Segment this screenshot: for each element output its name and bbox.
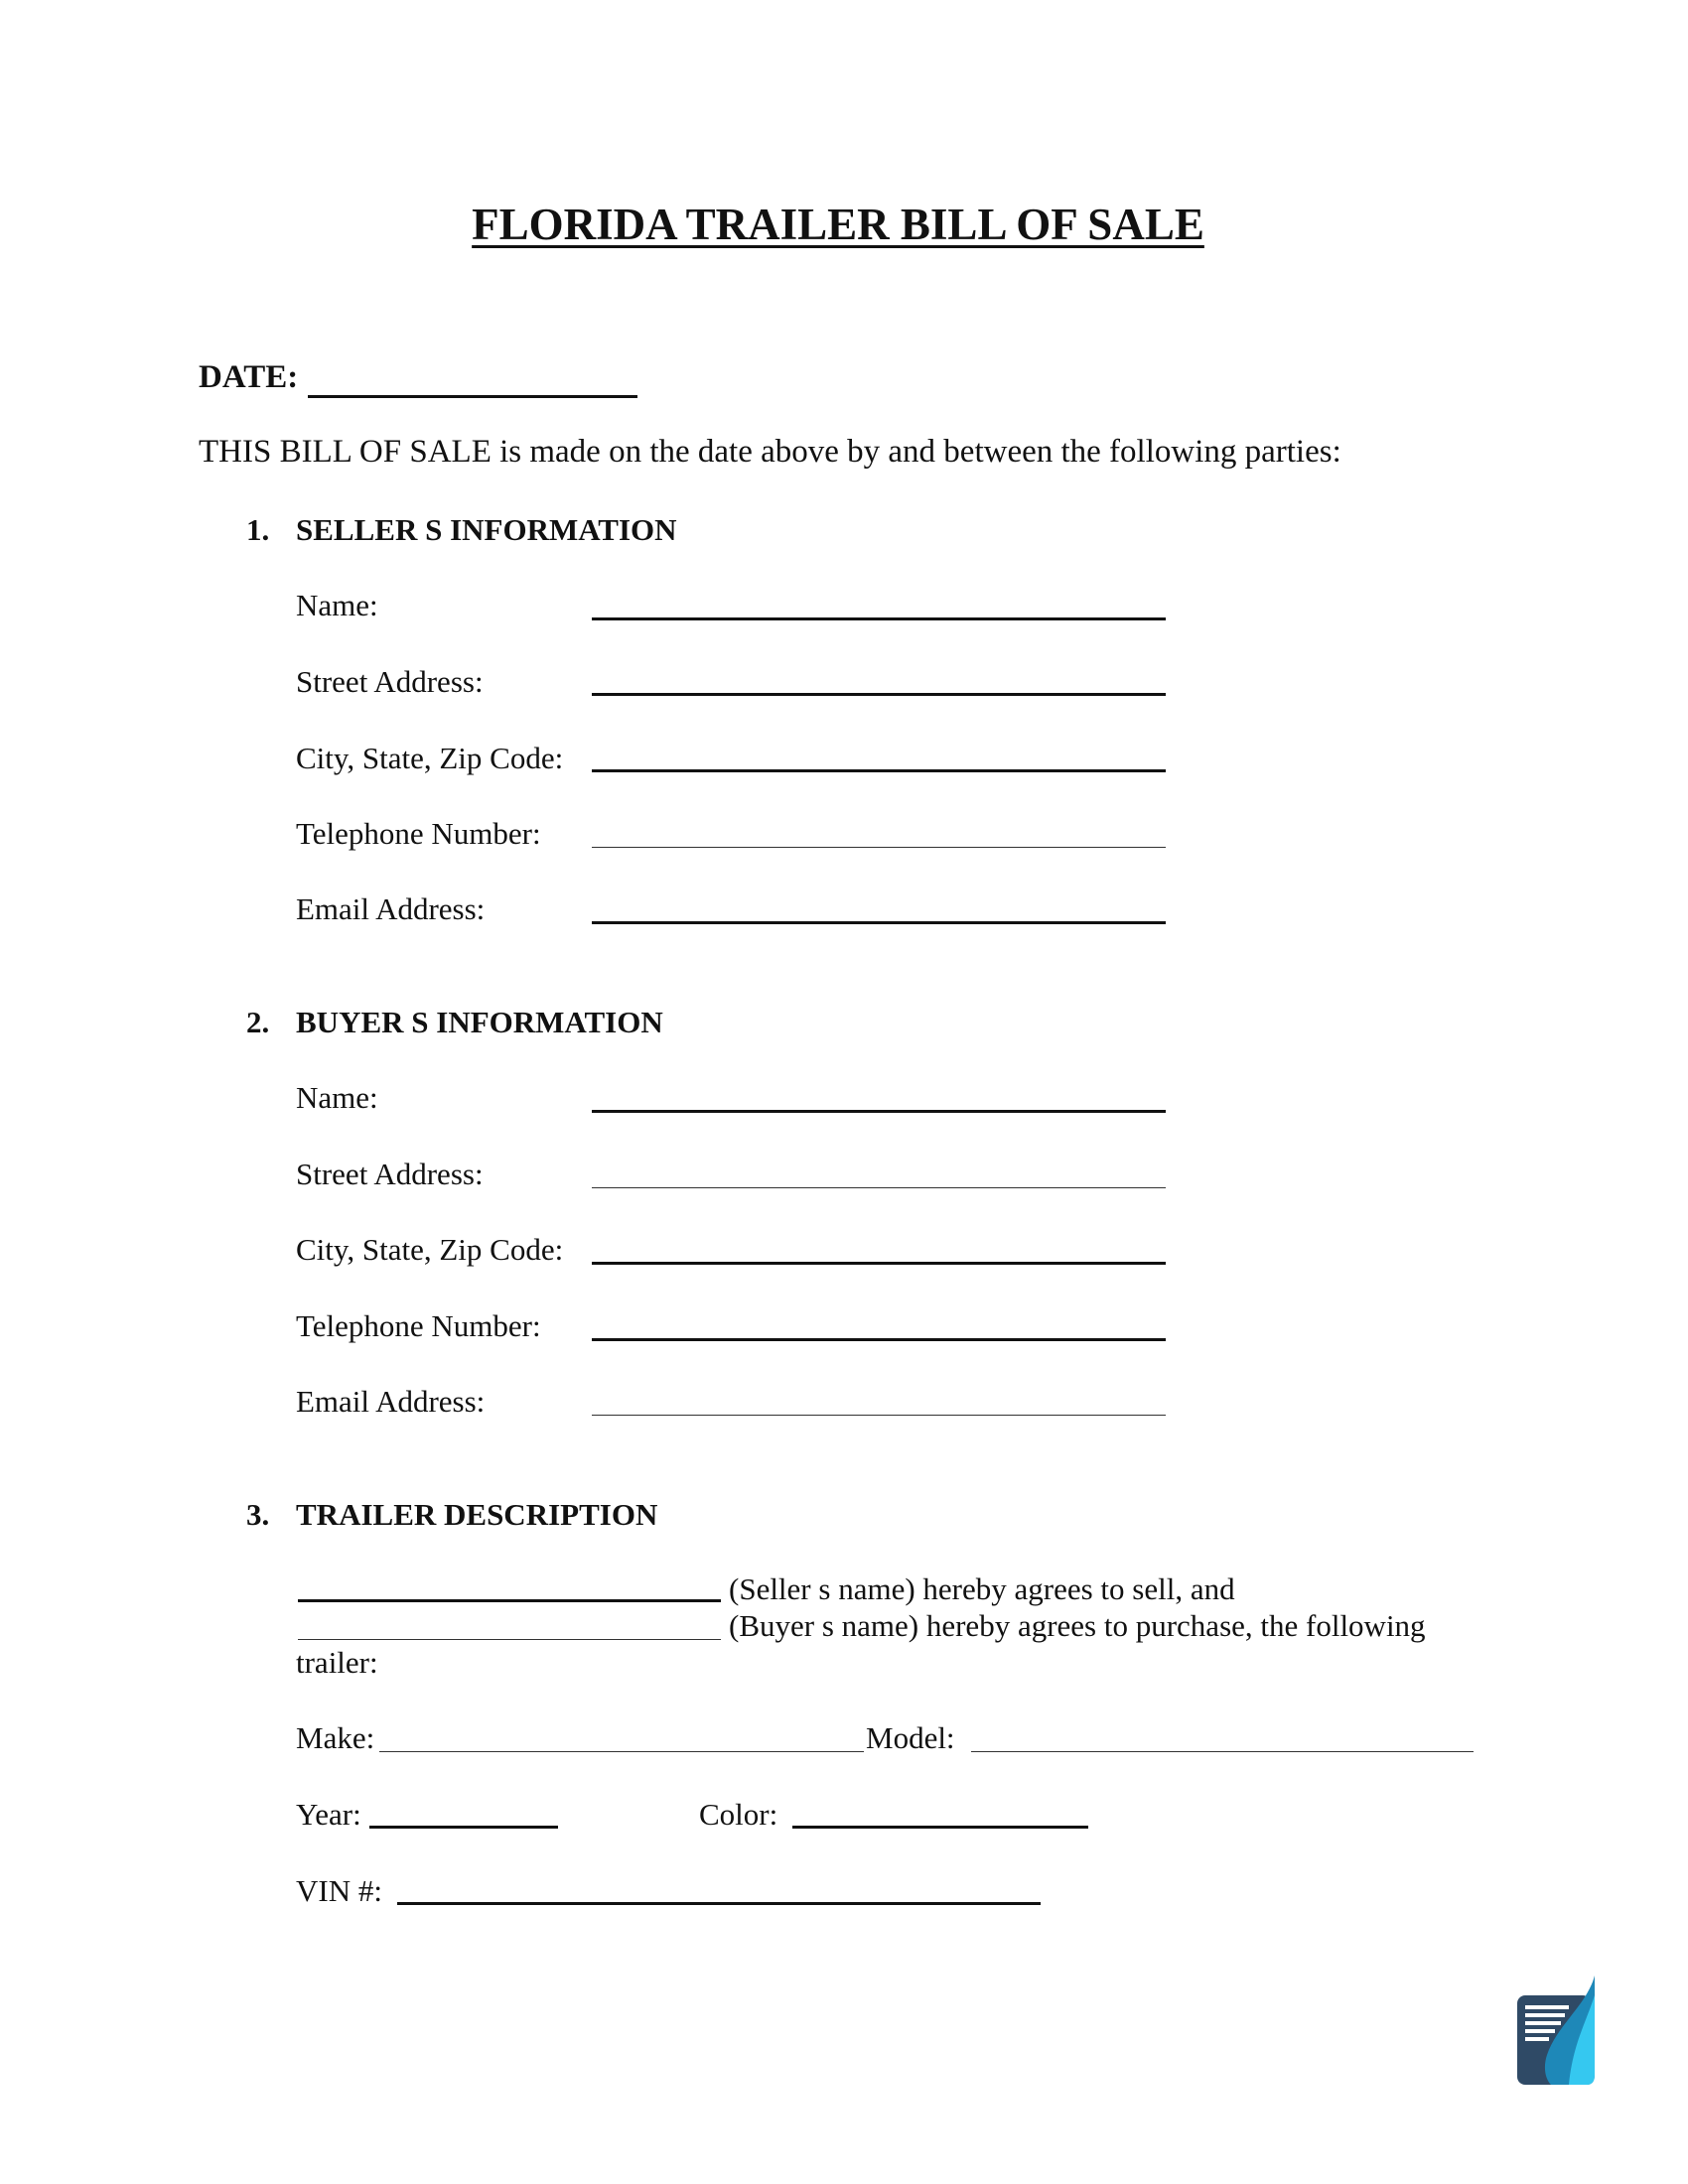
seller-phone-label: Telephone Number: [296,816,541,851]
seller-street-line[interactable] [592,693,1166,696]
document-title: FLORIDA TRAILER BILL OF SALE [472,200,1204,249]
vin-label: VIN #: [296,1873,382,1908]
buyer-section-heading: BUYER S INFORMATION [296,1005,663,1039]
seller-email-line[interactable] [592,921,1166,924]
buyer-city-label: City, State, Zip Code: [296,1232,564,1267]
buyer-city-line[interactable] [592,1262,1166,1265]
color-line[interactable] [792,1826,1088,1829]
year-label: Year: [296,1797,361,1832]
seller-name-label: Name: [296,588,378,622]
seller-section-heading: SELLER S INFORMATION [296,512,677,547]
trailer-continuation-text: trailer: [296,1645,378,1680]
buyer-email-label: Email Address: [296,1384,486,1419]
model-line[interactable] [971,1751,1474,1752]
make-label: Make: [296,1720,375,1755]
seller-section-number: 1. [246,512,270,547]
seller-phone-line[interactable] [592,847,1166,848]
date-label: DATE: [199,359,299,395]
buyer-email-line[interactable] [592,1415,1166,1416]
year-line[interactable] [369,1826,558,1829]
color-label: Color: [699,1797,778,1832]
buyer-street-line[interactable] [592,1187,1166,1188]
date-line[interactable] [308,395,637,398]
vin-line[interactable] [397,1902,1041,1905]
buyer-phone-line[interactable] [592,1338,1166,1341]
seller-city-line[interactable] [592,769,1166,772]
seller-street-label: Street Address: [296,664,484,699]
trailer-section-number: 3. [246,1497,270,1532]
buyer-street-label: Street Address: [296,1157,484,1191]
seller-name-blank-line[interactable] [298,1599,721,1602]
model-label: Model: [866,1720,955,1755]
seller-clause-text: (Seller s name) hereby agrees to sell, and [729,1571,1235,1606]
document-leaf-logo-icon [1517,1976,1597,2087]
trailer-section-heading: TRAILER DESCRIPTION [296,1497,658,1532]
seller-city-label: City, State, Zip Code: [296,741,564,775]
buyer-name-label: Name: [296,1080,378,1115]
seller-email-label: Email Address: [296,891,486,926]
seller-name-line[interactable] [592,617,1166,620]
buyer-name-line[interactable] [592,1110,1166,1113]
buyer-phone-label: Telephone Number: [296,1308,541,1343]
make-line[interactable] [379,1751,864,1752]
buyer-section-number: 2. [246,1005,270,1039]
buyer-clause-text: (Buyer s name) hereby agrees to purchase, the following [729,1608,1426,1643]
intro-text: THIS BILL OF SALE is made on the date above by and between the following parties: [199,434,1341,470]
buyer-name-blank-line[interactable] [298,1639,721,1640]
